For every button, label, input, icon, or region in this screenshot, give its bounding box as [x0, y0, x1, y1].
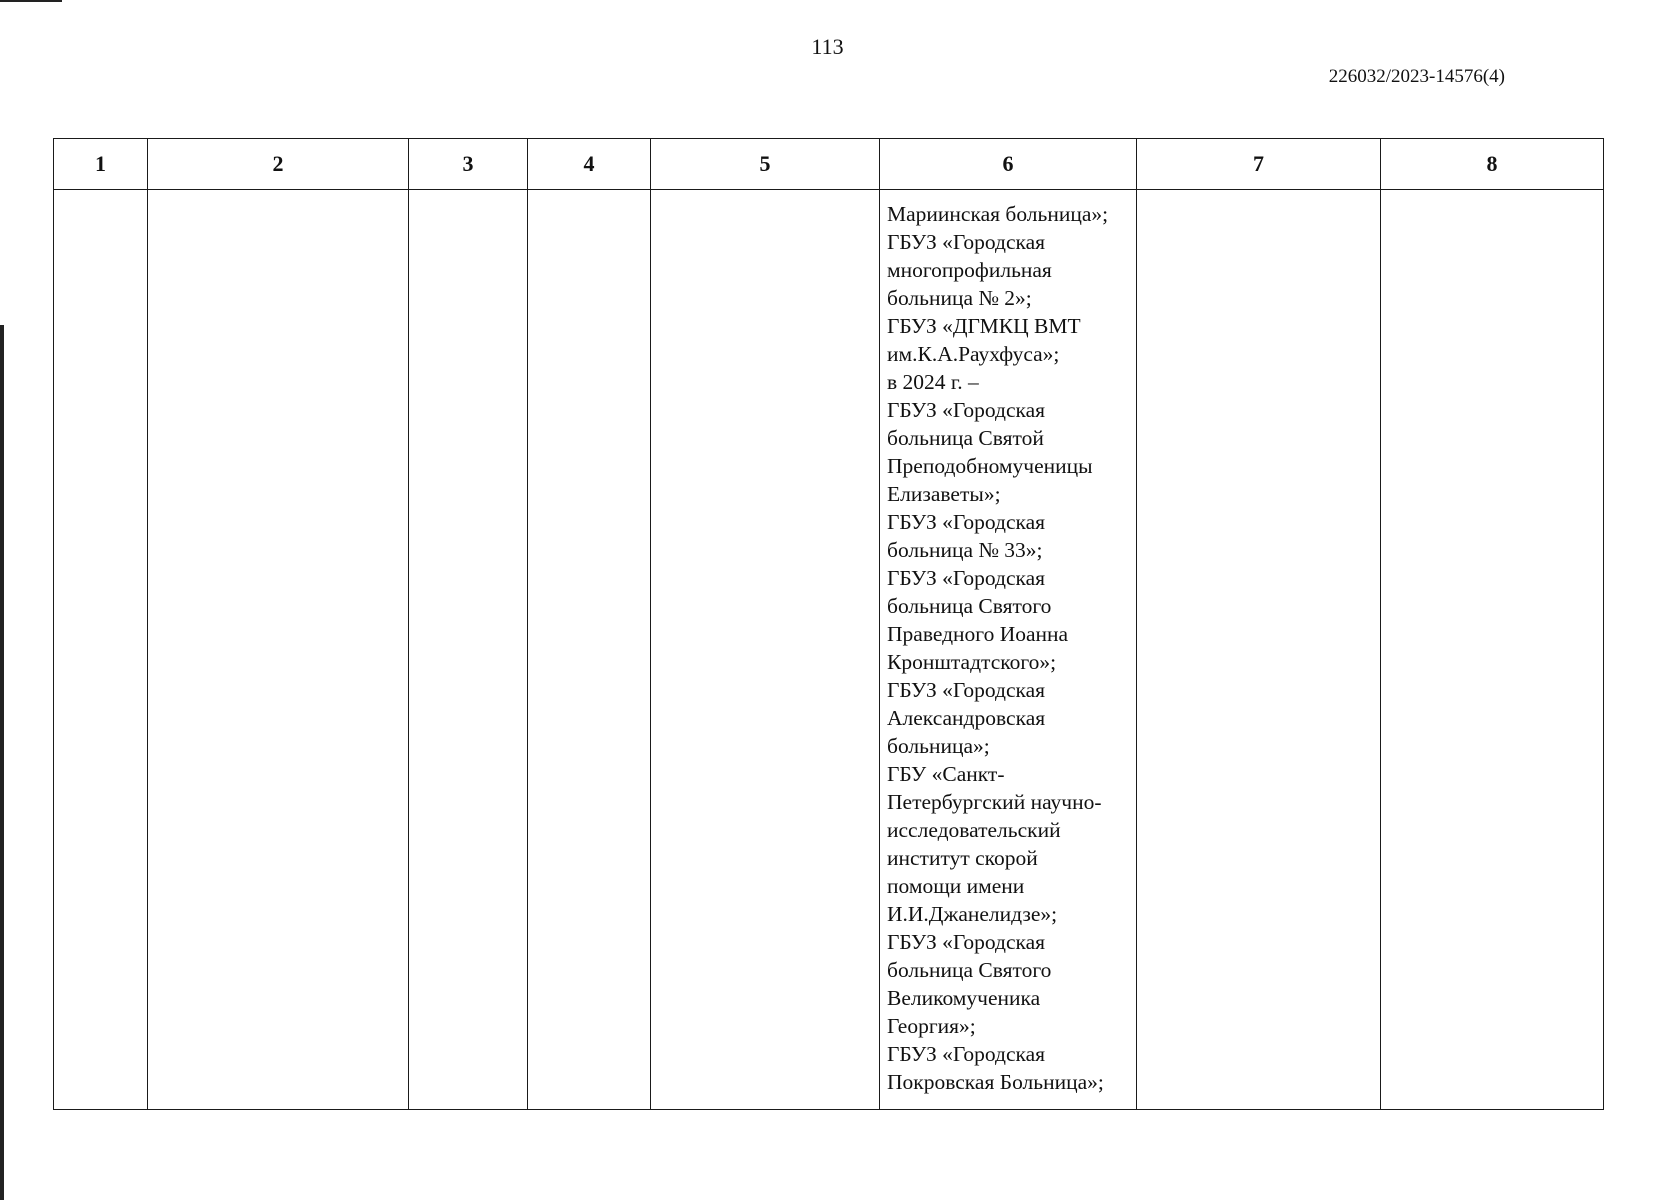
page-number: 113 [811, 34, 844, 59]
institution-line: больница Святого [887, 958, 1052, 982]
institution-line: Покровская Больница»; [887, 1070, 1104, 1094]
column-header-2: 2 [148, 139, 409, 190]
institution-line: Праведного Иоанна [887, 622, 1069, 646]
institution-line: Мариинская больница»; [887, 202, 1109, 226]
institution-line: больница»; [887, 734, 990, 758]
column-header-4: 4 [528, 139, 651, 190]
institution-line: исследовательский [887, 818, 1061, 842]
table-row [54, 190, 1604, 1110]
column-header-6: 6 [880, 139, 1137, 190]
cell-col-5 [651, 190, 880, 1110]
institution-line: больница № 33»; [887, 538, 1043, 562]
institution-line: больница № 2»; [887, 286, 1032, 310]
institution-line: Великомученика [887, 986, 1041, 1010]
institution-line: ГБУЗ «Городская [887, 678, 1046, 702]
cell-col-8 [1381, 190, 1604, 1110]
cell-col-3 [409, 190, 528, 1110]
cell-col-1 [54, 190, 148, 1110]
institution-line: ГБУЗ «Городская [887, 930, 1046, 954]
institution-line: Петербургский научно- [887, 790, 1102, 814]
institution-line: им.К.А.Раухфуса»; [887, 342, 1060, 366]
table-header-row [54, 139, 1604, 190]
column-header-7: 7 [1137, 139, 1381, 190]
institution-line: институт скорой [887, 846, 1038, 870]
column-header-3: 3 [409, 139, 528, 190]
scan-artifact-edge [0, 325, 4, 1200]
column-header-8: 8 [1381, 139, 1604, 190]
institution-line: ГБУ «Санкт- [887, 762, 1005, 786]
institution-line: Александровская [887, 706, 1046, 730]
document-id: 226032/2023-14576(4) [1328, 66, 1505, 87]
cell-col-7 [1137, 190, 1381, 1110]
scan-artifact-top [0, 0, 62, 2]
institution-line: помощи имени [887, 874, 1025, 898]
institution-line: многопрофильная [887, 258, 1052, 282]
institution-line: Преподобномученицы [887, 454, 1093, 478]
institution-line: И.И.Джанелидзе»; [887, 902, 1058, 926]
institution-line: в 2024 г. – [887, 370, 979, 394]
institution-line: больница Святой [887, 426, 1044, 450]
institution-line: ГБУЗ «Городская [887, 1042, 1046, 1066]
institution-line: ГБУЗ «ДГМКЦ ВМТ [887, 314, 1081, 338]
document-table [53, 138, 1604, 1110]
institution-line: ГБУЗ «Городская [887, 510, 1046, 534]
institution-line: ГБУЗ «Городская [887, 230, 1046, 254]
column-header-5: 5 [651, 139, 880, 190]
column-header-1: 1 [54, 139, 148, 190]
cell-col-4 [528, 190, 651, 1110]
institution-line: Георгия»; [887, 1014, 976, 1038]
institution-line: больница Святого [887, 594, 1052, 618]
cell-col-6 [880, 190, 1137, 1110]
institution-line: ГБУЗ «Городская [887, 566, 1046, 590]
institution-line: Кронштадтского»; [887, 650, 1057, 674]
institution-line: ГБУЗ «Городская [887, 398, 1046, 422]
cell-col-2 [148, 190, 409, 1110]
institution-list [880, 190, 1136, 1096]
institution-line: Елизаветы»; [887, 482, 1001, 506]
